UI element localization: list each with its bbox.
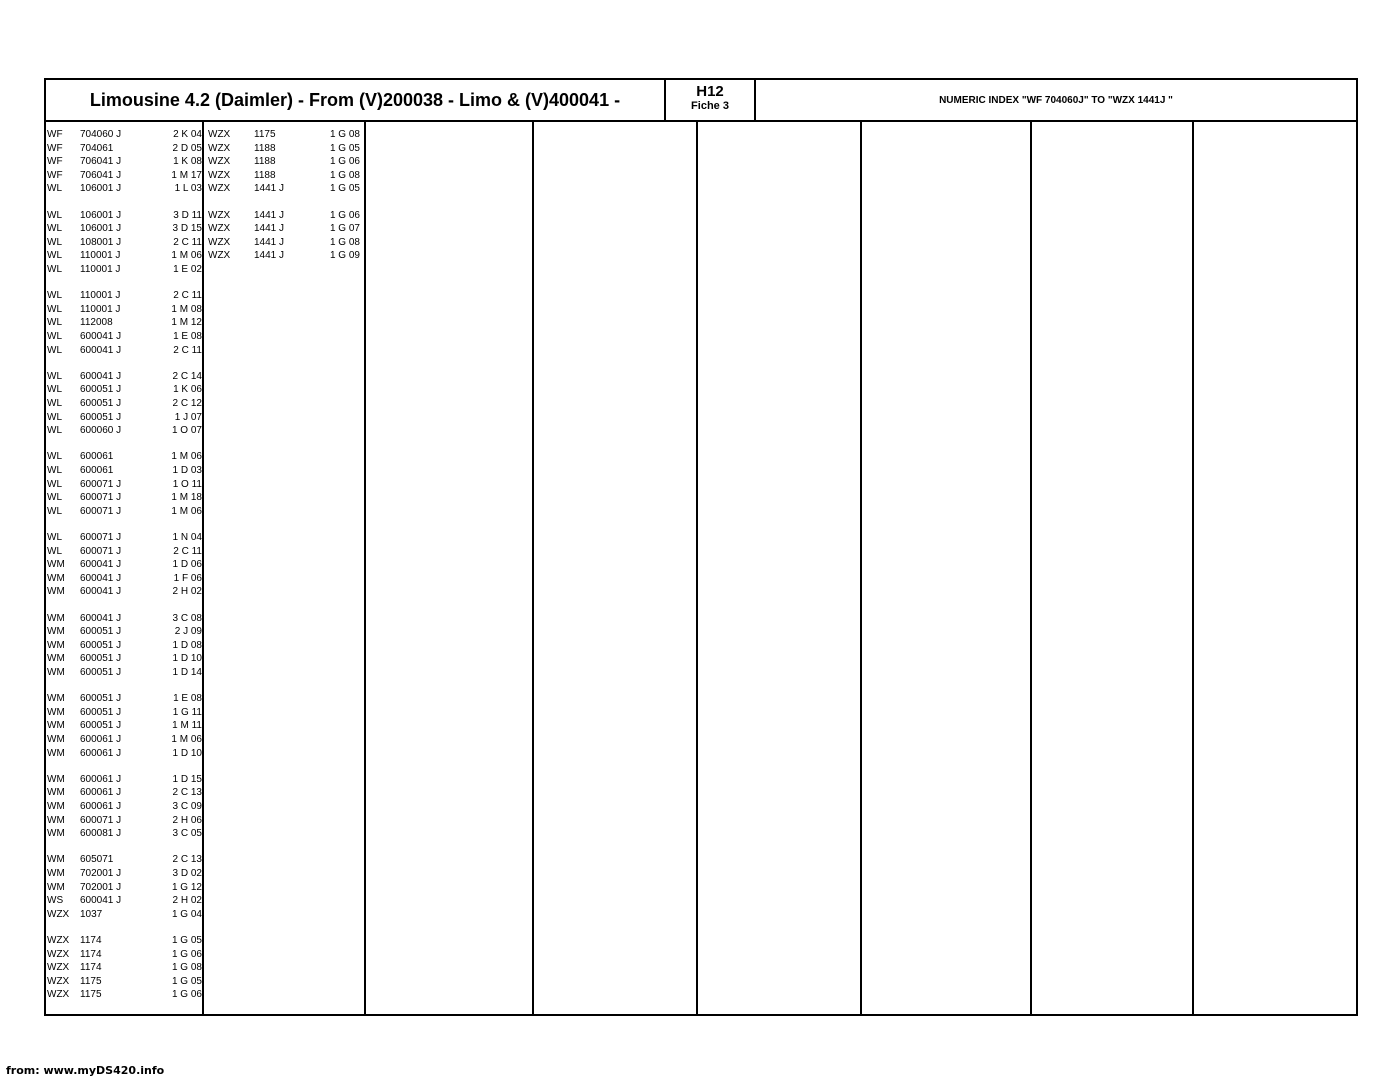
fiche-reference: 1 K 08 [173, 156, 202, 168]
part-prefix: WL [47, 209, 62, 221]
part-number: 600061 [80, 465, 114, 476]
fiche-reference: 1 M 06 [171, 505, 202, 517]
part-prefix: WZX [208, 142, 231, 154]
part-number: 600041 J [80, 344, 122, 356]
index-entry [46, 222, 204, 235]
part-prefix: WL [47, 532, 62, 543]
part-number: 1175 [80, 989, 102, 1001]
fiche-reference: 2 C 11 [173, 236, 202, 248]
part-prefix: WZX [208, 209, 231, 221]
index-entry [46, 491, 204, 504]
part-prefix: WM [47, 653, 65, 665]
fiche-sheet [44, 78, 1358, 1016]
part-prefix: WL [47, 398, 62, 409]
part-number: 110001 J [80, 290, 121, 302]
index-column-7 [1032, 122, 1194, 1014]
index-entry [46, 908, 204, 921]
part-number: 1174 [80, 962, 102, 974]
index-entry [204, 182, 366, 195]
fiche-reference: 2 D 05 [172, 142, 202, 154]
index-entry [46, 773, 204, 786]
index-column-6 [862, 122, 1032, 1014]
index-entry [204, 236, 366, 249]
fiche-reference: 1 E 08 [173, 693, 202, 705]
index-entry [46, 424, 204, 437]
part-prefix: WM [47, 801, 65, 812]
index-entry [46, 639, 204, 652]
part-number: 600071 J [80, 814, 122, 826]
part-prefix: WF [47, 156, 63, 168]
fiche-reference: 2 C 13 [172, 787, 202, 799]
fiche-reference: 1 D 06 [172, 559, 202, 571]
index-column-8 [1194, 122, 1356, 1014]
part-prefix: WM [47, 734, 65, 745]
part-prefix: WM [47, 706, 65, 718]
index-range: NUMERIC INDEX "WF 704060J" TO "WZX 1441J " [939, 94, 1173, 106]
part-number: 1175 [80, 975, 102, 987]
fiche-reference: 1 L 03 [174, 183, 202, 195]
part-prefix: WL [47, 370, 62, 382]
part-prefix: WL [47, 317, 62, 329]
index-entry [204, 209, 366, 222]
index-entry [204, 128, 366, 141]
part-prefix: WZX [47, 908, 70, 920]
part-number: 600041 J [80, 559, 122, 571]
fiche-reference: 1 G 06 [329, 156, 360, 168]
part-number: 1174 [80, 935, 102, 946]
fiche-reference: 1 K 06 [173, 384, 202, 396]
part-prefix: WL [47, 223, 62, 235]
index-entry [46, 370, 204, 383]
part-number: 605071 [80, 854, 114, 866]
index-entry [46, 572, 204, 585]
part-number: 600041 J [80, 895, 122, 907]
fiche-reference: 3 C 05 [172, 828, 202, 840]
fiche-reference: 2 C 11 [173, 344, 202, 356]
part-prefix: WM [47, 639, 65, 651]
fiche-reference: 2 C 14 [172, 370, 202, 382]
part-number: 600061 J [80, 801, 122, 812]
fiche-reference: 1 O 11 [172, 478, 202, 490]
fiche-reference: 1 M 17 [171, 169, 202, 181]
index-entry [46, 316, 204, 329]
part-prefix: WM [47, 693, 65, 705]
part-prefix: WZX [47, 935, 70, 946]
part-number: 110001 J [80, 264, 121, 275]
fiche-reference: 1 G 06 [329, 209, 360, 221]
part-number: 600051 J [80, 720, 122, 732]
index-entry [46, 625, 204, 638]
part-number: 600051 J [80, 639, 122, 651]
part-prefix: WM [47, 586, 65, 598]
fiche-reference: 1 J 07 [174, 411, 202, 423]
fiche-reference: 1 G 08 [329, 236, 360, 248]
fiche-reference: 1 G 11 [172, 706, 202, 718]
part-prefix: WZX [47, 962, 70, 974]
fiche-reference: 1 G 08 [329, 169, 360, 181]
index-column-1 [46, 122, 204, 1014]
part-prefix: WS [47, 895, 64, 907]
part-prefix: WL [47, 451, 62, 463]
part-prefix: WM [47, 612, 65, 624]
fiche-reference: 1 G 04 [171, 908, 202, 920]
part-prefix: WM [47, 572, 65, 584]
part-prefix: WZX [47, 975, 70, 987]
part-prefix: WL [47, 344, 62, 356]
fiche-reference: 3 D 15 [172, 223, 202, 235]
part-number: 1188 [254, 169, 276, 181]
fiche-reference: 1 N 04 [172, 532, 202, 543]
index-entry [46, 692, 204, 705]
fiche-reference: 2 J 09 [174, 626, 202, 638]
index-entry [46, 464, 204, 477]
fiche-reference: 1 M 11 [172, 720, 202, 732]
part-number: 1441 J [254, 209, 285, 221]
part-number: 1188 [254, 142, 276, 154]
index-entry [46, 505, 204, 518]
part-number: 706041 J [80, 169, 122, 181]
index-entry [46, 142, 204, 155]
part-prefix: WL [47, 465, 62, 476]
part-prefix: WL [47, 250, 62, 262]
index-entry [46, 289, 204, 302]
part-number: 600041 J [80, 572, 122, 584]
index-entry [204, 142, 366, 155]
fiche-reference: 1 M 06 [171, 451, 202, 463]
index-entry [46, 881, 204, 894]
index-entry [46, 719, 204, 732]
part-prefix: WM [47, 626, 65, 638]
index-entry [46, 209, 204, 222]
fiche-reference: 3 D 02 [172, 868, 202, 879]
index-entry [46, 706, 204, 719]
part-number: 1174 [80, 948, 102, 960]
part-number: 1037 [80, 908, 103, 920]
fiche-code: H12 [696, 83, 724, 100]
fiche-label: Fiche 3 [691, 100, 729, 112]
fiche-reference: 2 C 12 [172, 398, 202, 409]
part-number: 106001 J [80, 209, 122, 221]
fiche-reference: 1 M 06 [171, 250, 202, 262]
index-entry [46, 612, 204, 625]
part-prefix: WL [47, 183, 62, 195]
part-prefix: WL [47, 545, 62, 557]
document-title: Limousine 4.2 (Daimler) - From (V)200038 - Limo & (V)400041 - [46, 80, 666, 120]
part-number: 600051 J [80, 626, 122, 638]
index-entry [46, 450, 204, 463]
index-entry [204, 249, 366, 262]
part-prefix: WZX [208, 236, 231, 248]
index-entry [46, 733, 204, 746]
part-prefix: WM [47, 828, 65, 840]
part-number: 600051 J [80, 653, 122, 665]
part-number: 600051 J [80, 693, 122, 705]
part-number: 706041 J [80, 156, 122, 168]
part-number: 704060 J [80, 129, 122, 140]
fiche-reference: 1 M 12 [171, 317, 202, 329]
part-prefix: WL [47, 478, 62, 490]
fiche-reference: 1 D 08 [172, 639, 202, 651]
index-entry [46, 411, 204, 424]
index-column-4 [534, 122, 698, 1014]
fiche-reference: 1 G 07 [329, 223, 360, 235]
fiche-reference: 3 D 11 [173, 209, 202, 221]
part-number: 600061 [80, 451, 114, 463]
fiche-reference: 1 F 06 [173, 572, 202, 584]
index-entry [46, 155, 204, 168]
index-entry [46, 666, 204, 679]
index-entry [46, 853, 204, 866]
fiche-reference: 1 O 07 [171, 425, 202, 437]
part-prefix: WL [47, 236, 62, 248]
index-entry [46, 988, 204, 1001]
fiche-reference: 1 G 06 [171, 989, 202, 1001]
part-number: 600071 J [80, 545, 122, 557]
fiche-reference: 1 M 18 [171, 492, 202, 504]
part-number: 110001 J [80, 250, 121, 262]
part-prefix: WZX [208, 156, 231, 168]
part-prefix: WZX [208, 129, 231, 140]
index-entry [46, 263, 204, 276]
fiche-reference: 1 G 09 [329, 250, 360, 262]
part-prefix: WM [47, 881, 65, 893]
fiche-header [46, 80, 1356, 122]
fiche-reference: 1 D 10 [172, 747, 202, 759]
part-prefix: WZX [208, 183, 231, 195]
index-entry [46, 894, 204, 907]
index-entry [46, 558, 204, 571]
part-number: 600041 J [80, 370, 122, 382]
part-prefix: WM [47, 559, 65, 571]
part-number: 600051 J [80, 706, 122, 718]
index-entry [46, 182, 204, 195]
part-number: 600061 J [80, 787, 122, 799]
part-prefix: WM [47, 667, 65, 678]
part-number: 108001 J [80, 236, 122, 248]
fiche-reference: 1 D 03 [172, 465, 202, 476]
part-prefix: WL [47, 290, 62, 302]
fiche-reference: 1 G 05 [171, 935, 202, 946]
part-prefix: WL [47, 411, 62, 423]
part-number: 600071 J [80, 505, 122, 517]
index-column-2 [204, 122, 366, 1014]
part-number: 600061 J [80, 773, 122, 785]
fiche-reference: 1 G 12 [171, 881, 202, 893]
index-entry [46, 545, 204, 558]
index-entry [46, 652, 204, 665]
index-entry [46, 531, 204, 544]
part-number: 600051 J [80, 398, 122, 409]
index-entry [46, 303, 204, 316]
index-entry [46, 786, 204, 799]
part-number: 1441 J [254, 236, 285, 248]
part-prefix: WF [47, 169, 63, 181]
fiche-reference: 1 M 06 [171, 734, 202, 745]
part-number: 1441 J [254, 250, 285, 262]
part-number: 1441 J [254, 183, 285, 195]
part-number: 702001 J [80, 868, 122, 879]
part-prefix: WL [47, 303, 62, 315]
index-column-5 [698, 122, 862, 1014]
part-number: 600051 J [80, 667, 122, 678]
part-prefix: WM [47, 787, 65, 799]
fiche-reference: 3 C 09 [172, 801, 202, 812]
part-prefix: WM [47, 854, 65, 866]
index-entry [46, 867, 204, 880]
fiche-reference: 1 G 05 [171, 975, 202, 987]
part-number: 600071 J [80, 478, 122, 490]
index-entry [46, 948, 204, 961]
index-entry [46, 827, 204, 840]
index-entry [46, 814, 204, 827]
part-number: 1175 [254, 129, 276, 140]
part-number: 600051 J [80, 384, 122, 396]
index-entry [46, 249, 204, 262]
part-prefix: WL [47, 264, 62, 275]
part-prefix: WM [47, 720, 65, 732]
part-number: 112008 [80, 317, 113, 329]
index-entry [46, 585, 204, 598]
part-number: 600051 J [80, 411, 122, 423]
fiche-reference: 1 D 14 [172, 667, 202, 678]
part-number: 1188 [254, 156, 276, 168]
index-entry [46, 934, 204, 947]
fiche-reference: 1 G 05 [329, 142, 360, 154]
part-number: 704061 [80, 142, 114, 154]
part-number: 600041 J [80, 586, 122, 598]
fiche-reference: 2 H 06 [172, 814, 202, 826]
part-number: 702001 J [80, 881, 122, 893]
fiche-reference: 2 K 04 [173, 129, 202, 140]
index-entry [204, 222, 366, 235]
fiche-reference: 1 G 08 [329, 129, 360, 140]
fiche-reference: 1 E 08 [173, 331, 202, 342]
index-entry [46, 397, 204, 410]
part-number: 600041 J [80, 331, 122, 342]
fiche-reference: 1 D 10 [172, 653, 202, 665]
part-prefix: WF [47, 142, 63, 154]
fiche-reference: 2 C 13 [172, 854, 202, 866]
index-entry [46, 344, 204, 357]
part-number: 600061 J [80, 734, 122, 745]
fiche-reference: 3 C 08 [172, 612, 202, 624]
part-prefix: WZX [208, 223, 231, 235]
fiche-reference: 1 M 08 [171, 303, 202, 315]
part-prefix: WM [47, 814, 65, 826]
part-prefix: WZX [208, 169, 231, 181]
fiche-reference: 1 G 05 [329, 183, 360, 195]
part-number: 600060 J [80, 425, 122, 437]
index-entry [46, 747, 204, 760]
part-prefix: WL [47, 492, 62, 504]
index-entry [46, 961, 204, 974]
fiche-reference: 1 D 15 [172, 773, 202, 785]
part-prefix: WZX [208, 250, 231, 262]
part-prefix: WL [47, 505, 62, 517]
fiche-reference: 1 G 06 [171, 948, 202, 960]
part-prefix: WL [47, 425, 62, 437]
fiche-id-box [666, 80, 756, 120]
part-prefix: WM [47, 747, 65, 759]
index-entry [46, 128, 204, 141]
part-number: 600071 J [80, 532, 122, 543]
part-number: 600061 J [80, 747, 122, 759]
part-number: 1441 J [254, 223, 285, 235]
index-entry [46, 975, 204, 988]
fiche-reference: 2 H 02 [172, 895, 202, 907]
fiche-reference: 1 E 02 [173, 264, 202, 275]
fiche-reference: 1 G 08 [171, 962, 202, 974]
part-number: 106001 J [80, 183, 122, 195]
part-number: 600041 J [80, 612, 122, 624]
part-prefix: WM [47, 868, 65, 879]
index-entry [46, 330, 204, 343]
part-number: 106001 J [80, 223, 122, 235]
index-entry [46, 478, 204, 491]
index-entry [46, 236, 204, 249]
index-entry [46, 383, 204, 396]
fiche-reference: 2 H 02 [172, 586, 202, 598]
part-prefix: WZX [47, 948, 70, 960]
part-prefix: WL [47, 331, 62, 342]
part-prefix: WM [47, 773, 65, 785]
fiche-reference: 2 C 11 [173, 545, 202, 557]
part-number: 600081 J [80, 828, 122, 840]
part-prefix: WL [47, 384, 62, 396]
fiche-reference: 2 C 11 [173, 290, 202, 302]
index-entry [46, 800, 204, 813]
part-number: 600071 J [80, 492, 122, 504]
part-prefix: WF [47, 129, 63, 140]
part-prefix: WZX [47, 989, 70, 1001]
source-footer: from: www.myDS420.info [6, 1064, 165, 1077]
index-entry [46, 169, 204, 182]
index-entry [204, 155, 366, 168]
index-column-3 [366, 122, 534, 1014]
part-number: 110001 J [80, 303, 121, 315]
index-entry [204, 169, 366, 182]
